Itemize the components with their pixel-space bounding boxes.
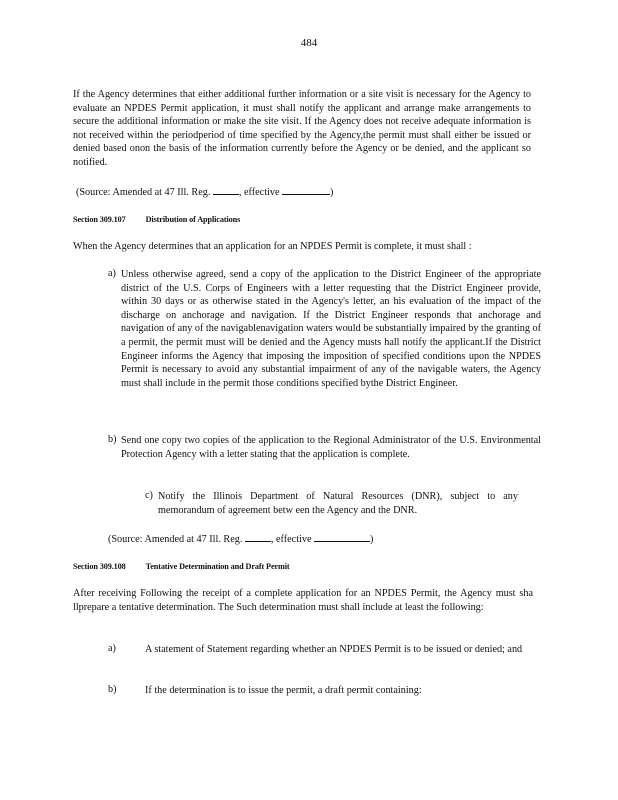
item-label: a) xyxy=(108,268,116,279)
section-intro: After receiving Following the receipt of a complete application for an NPDES Permit, the Agency must sha llprepare a tentative determination. The Such determination must shall include at least the following: xyxy=(73,588,533,613)
item-regional-administrator: Send one copy two copies of the application to the Regional Administrator of the U.S. Environmental Protection Agency with a letter stating that the application is complete. xyxy=(121,435,541,460)
item-district-engineer: Unless otherwise agreed, send a copy of the application to the District Engineer of the appropriate district of the U.S. Corps of Engineers with a letter requesting that the District Engineer provide, within 30 days or as otherwise stated in the Agency's letter, an his evaluation of the impact of the discharge on anchorage and navigation. If the District Engineer responds that anchorage and navigation of any of the navigablenavigation waters would be substantially impaired by the granting of a permit, the permit must will be denied and the Agency musts hall notify the applicant.If the District Engineer informs the Agency that imposing the imposition of specified conditions upon the NPDES Permit is necessary to avoid any substantial impairment of any of the navigable waters, the Agency must shall include in the permit those conditions specified bythe District Engineer. xyxy=(121,269,541,389)
source-text: Amended at 47 Ill. Reg. xyxy=(112,187,211,198)
section-heading xyxy=(73,562,290,571)
effective-date-blank xyxy=(282,185,330,195)
item-label: c) xyxy=(145,490,153,501)
section-intro: When the Agency determines that an application for an NPDES Permit is complete, it must shall : xyxy=(73,241,472,252)
paragraph-info-requirements: If the Agency determines that either additional further information or a site visit is necessary for the Agency to evaluate an NPDES Permit application, it must shall notify the applicant and arrange make arrangements to secure the additional information or make the site visit. If the Agency does not receive adequate information is not received within the periodperiod of time specified by the Agency,the permit must shall either be issued or denied based onon the basis of the information currently before the Agency or be denied, and the applicant so notified. xyxy=(73,89,531,168)
section-title: Tentative Determination and Draft Permit xyxy=(145,562,290,571)
item-label: a) xyxy=(108,643,116,654)
item-draft-permit: If the determination is to issue the permit, a draft permit containing: xyxy=(145,685,422,696)
item-label: b) xyxy=(108,684,117,695)
effective-date-blank xyxy=(314,532,370,542)
source-effective: effective xyxy=(244,187,280,198)
register-blank xyxy=(213,185,239,195)
section-number: Section 309.108 xyxy=(73,562,126,571)
item-label: b) xyxy=(108,434,117,445)
source-prefix: (Source: xyxy=(76,187,111,198)
section-number: Section 309.107 xyxy=(73,215,126,224)
source-note: (Source: Amended at 47 Ill. Reg. , effective ) xyxy=(76,187,334,198)
source-text: Amended at 47 Ill. Reg. xyxy=(144,534,243,545)
register-blank xyxy=(245,532,271,542)
section-heading xyxy=(73,215,240,224)
item-notify-dnr: Notify the Illinois Department of Natural Resources (DNR), subject to any memorandum of agreement betw een the Agency and the DNR. xyxy=(158,491,518,516)
source-note: (Source: Amended at 47 Ill. Reg. , effective ) xyxy=(108,534,374,545)
item-statement: A statement of Statement regarding whether an NPDES Permit is to be issued or denied; and xyxy=(145,644,523,655)
page-number: 484 xyxy=(300,37,318,49)
source-prefix: (Source: xyxy=(108,534,143,545)
source-effective: effective xyxy=(276,534,312,545)
section-title: Distribution of Applications xyxy=(145,215,241,224)
